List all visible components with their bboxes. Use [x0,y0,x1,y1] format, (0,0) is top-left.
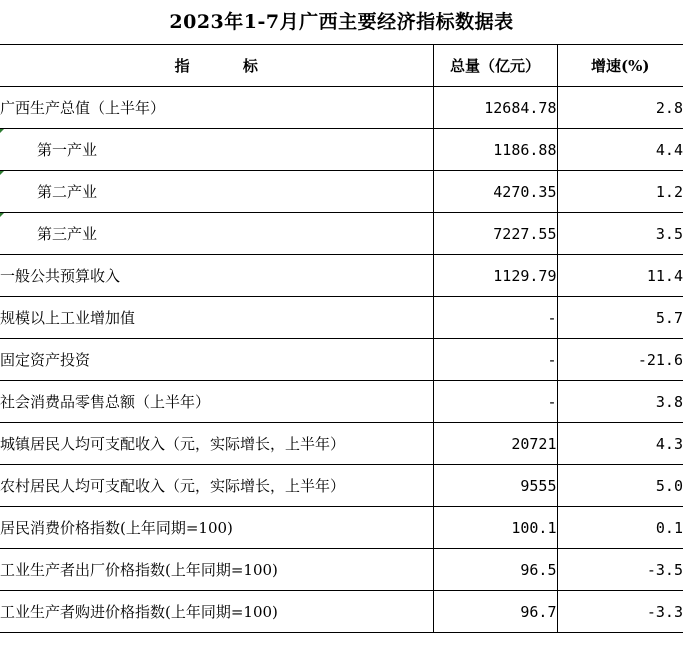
row-rate: 1.2 [557,171,683,213]
row-name: 规模以上工业增加值 [0,297,433,339]
row-total: - [433,297,557,339]
row-name: 工业生产者购进价格指数(上年同期=100) [0,591,433,633]
row-rate: 0.1 [557,507,683,549]
table-row [0,591,683,633]
page-title: 2023年1-7月广西主要经济指标数据表 [169,11,514,33]
row-rate: 5.7 [557,297,683,339]
table-row [0,339,683,381]
row-name: 第一产业 [0,129,433,171]
table-row [0,87,683,129]
row-rate: 3.8 [557,381,683,423]
header-rate: 增速(%) [557,45,683,87]
row-rate: 4.3 [557,423,683,465]
table-row [0,381,683,423]
table-row [0,171,683,213]
row-rate: -3.3 [557,591,683,633]
table-header-row [0,45,683,87]
table-row [0,213,683,255]
table-row [0,255,683,297]
row-total: - [433,339,557,381]
row-total: 9555 [433,465,557,507]
row-name: 广西生产总值（上半年） [0,87,433,129]
row-total: 7227.55 [433,213,557,255]
header-indicator-label: 指 标 [174,57,282,75]
row-total: 100.1 [433,507,557,549]
row-rate: -21.6 [557,339,683,381]
table-row [0,465,683,507]
row-rate: 11.4 [557,255,683,297]
row-rate: 3.5 [557,213,683,255]
table-row [0,297,683,339]
row-name: 居民消费价格指数(上年同期=100) [0,507,433,549]
row-name: 固定资产投资 [0,339,433,381]
row-total: 96.5 [433,549,557,591]
table-row [0,549,683,591]
row-total: 96.7 [433,591,557,633]
row-rate: 5.0 [557,465,683,507]
row-name: 社会消费品零售总额（上半年） [0,381,433,423]
row-total: 20721 [433,423,557,465]
table-row [0,423,683,465]
row-rate: 2.8 [557,87,683,129]
row-name: 第三产业 [0,213,433,255]
header-total: 总量（亿元） [433,45,557,87]
row-total: 1186.88 [433,129,557,171]
row-total: - [433,381,557,423]
table-row [0,507,683,549]
row-total: 12684.78 [433,87,557,129]
row-rate: -3.5 [557,549,683,591]
row-total: 4270.35 [433,171,557,213]
row-name: 工业生产者出厂价格指数(上年同期=100) [0,549,433,591]
row-rate: 4.4 [557,129,683,171]
row-name: 农村居民人均可支配收入（元，实际增长，上半年） [0,465,433,507]
indicators-table [0,44,683,633]
row-name: 城镇居民人均可支配收入（元，实际增长，上半年） [0,423,433,465]
table-row [0,129,683,171]
row-total: 1129.79 [433,255,557,297]
row-name: 一般公共预算收入 [0,255,433,297]
row-name: 第二产业 [0,171,433,213]
header-indicator [0,45,433,87]
